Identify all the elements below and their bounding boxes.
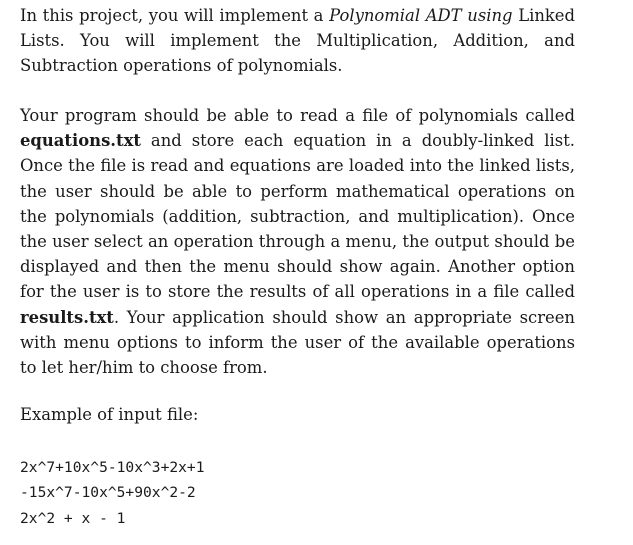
intro-paragraph	[20, 3, 575, 79]
intro-emphasis-polynomial-adt: Polynomial ADT	[329, 6, 462, 25]
example-input-file	[20, 455, 205, 531]
equations-filename: equations.txt	[20, 131, 141, 151]
description-text-1: Your program should be able to read a file of polynomials called	[20, 106, 575, 125]
example-line-3: 2x^2 + x - 1	[20, 509, 126, 527]
example-line-1: 2x^7+10x^5-10x^3+2x+1	[20, 459, 205, 476]
example-line-2: -15x^7-10x^5+90x^2-2	[20, 484, 196, 502]
intro-emphasis-using: using	[467, 6, 513, 25]
example-heading: Example of input file:	[20, 405, 199, 424]
description-text-3: . Your application should show an appropriate screen with menu options to inform the user of the available operations to let her/him to choose from.	[20, 307, 575, 378]
results-filename: results.txt	[20, 307, 114, 327]
intro-text-1: In this project, you will implement a	[20, 6, 330, 25]
intro-text-3: Linked Lists. You will implement the Multiplication, Addition, and Subtraction operations of polynomials.	[20, 6, 575, 76]
description-paragraph	[20, 103, 575, 380]
description-text-2: and store each equation in a doubly-linked list. Once the file is read and equations are loaded into the linked lists, the user should be able to perform mathematical operations on the polynomials (addition, subtraction, and multiplication). Once the user select an operation through a menu, the output should be displayed and then the menu should show again. Another option for the user is to store the results of all operations in a file called	[20, 131, 575, 302]
